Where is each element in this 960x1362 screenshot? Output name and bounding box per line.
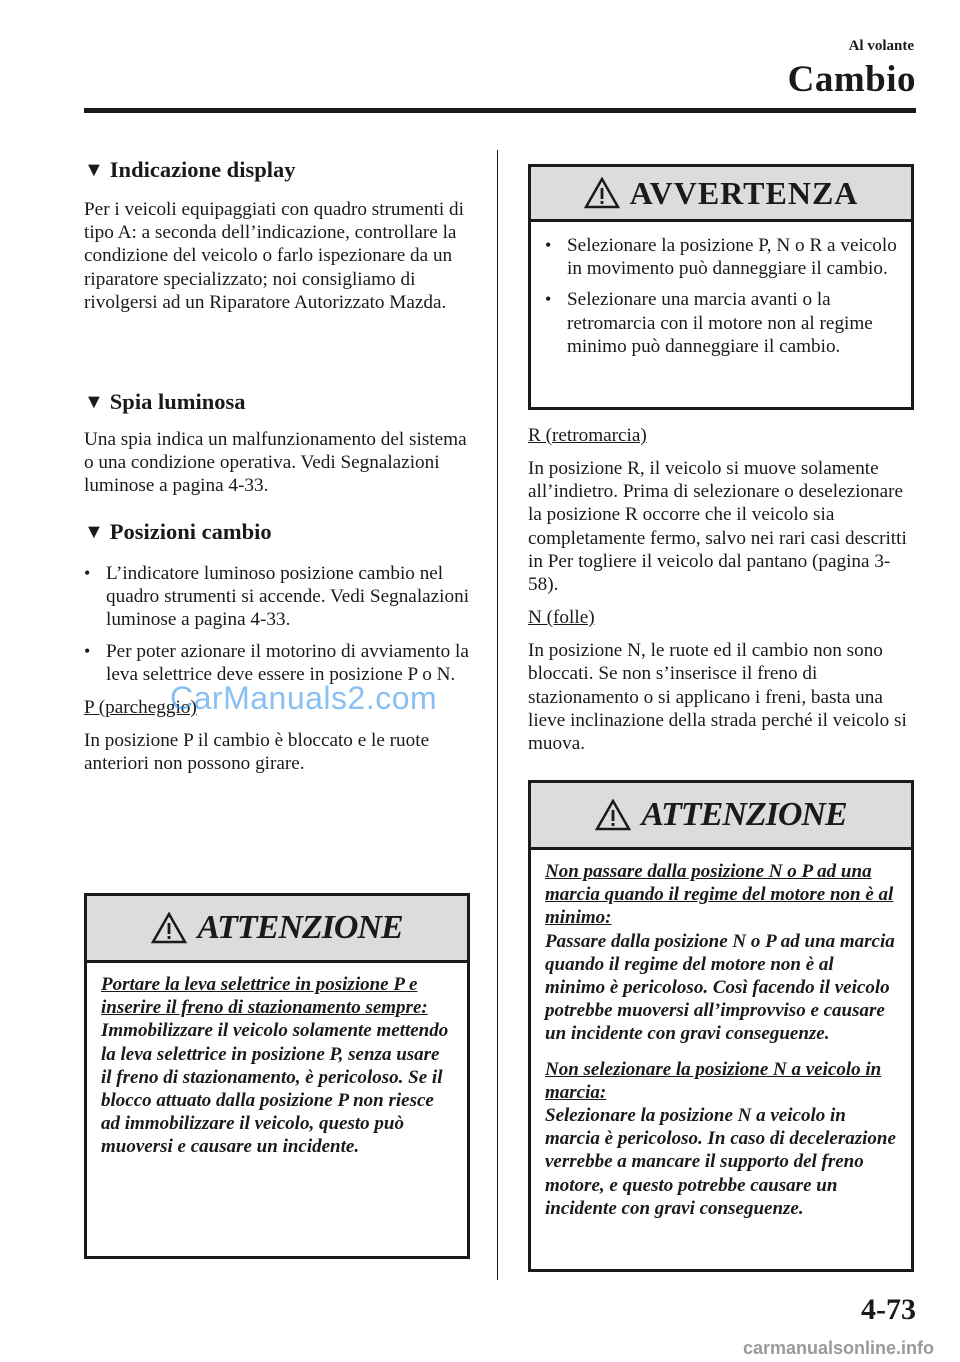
section-title-text: Spia luminosa — [109, 389, 246, 414]
bullet-text: L’indicatore luminoso posizione cambio nel quadro strumenti si accende. Vedi Segnalazioni luminose a pagina 4-33. — [106, 563, 470, 631]
n-text: In posizione N, le ruote ed il cambio non sono bloccati. Se non s’inserisce il freno di stazionamento o si applicano i freni, basta una lieve inclinazione della strada perché il veicolo si muova. — [528, 640, 907, 755]
chapter-title: Cambio — [787, 59, 916, 100]
list-item — [84, 562, 470, 632]
bullet-icon: • — [545, 289, 552, 310]
caution-body — [87, 963, 467, 1169]
section-title-spia — [84, 388, 470, 416]
warning-body — [531, 222, 911, 376]
warning-triangle-icon — [151, 912, 187, 944]
r-label: R (retromarcia) — [528, 425, 647, 446]
r-text: In posizione R, il veicolo si muove solamente all’indietro. Prima di selezionare o deselezionare la posizione R occorre che il veicolo sia completamente fermo, salvo nei rari casi descritti in Per togliere il veicolo dal pantano (pagina 3-58). — [528, 458, 907, 596]
header-section: Al volante — [848, 38, 914, 54]
caution-header — [531, 783, 911, 850]
caution-body — [531, 850, 911, 1230]
watermark: CarManuals2.com — [170, 680, 438, 716]
section-r — [528, 424, 914, 755]
section-title-text: Posizioni cambio — [109, 519, 272, 544]
section-posizioni — [84, 518, 470, 775]
section-spia — [84, 388, 470, 498]
footer-watermark: carmanualsonline.info — [742, 1338, 934, 1358]
down-triangle-icon: ▼ — [84, 391, 104, 413]
caution-box-left — [84, 893, 470, 1259]
bullet-icon: • — [84, 640, 91, 661]
caution-underlined-text: Non passare dalla posizione N o P ad una marcia quando il regime del motore non è al minimo: — [545, 861, 894, 929]
down-triangle-icon: ▼ — [84, 521, 104, 543]
n-label: N (folle) — [528, 607, 595, 629]
caution-title: ATTENZIONE — [641, 796, 847, 833]
warning-title: AVVERTENZA — [629, 174, 859, 211]
down-triangle-icon: ▼ — [84, 159, 104, 181]
warning-triangle-icon — [584, 177, 620, 209]
caution-box-right — [528, 780, 914, 1272]
bullet-text: Selezionare una marcia avanti o la retromarcia con il motore non al regime minimo può danneggiare il cambio. — [567, 289, 873, 357]
caution-title: ATTENZIONE — [197, 909, 403, 946]
caution-text: Passare dalla posizione N o P ad una marcia quando il regime del motore non è al minimo è pericoloso. Così facendo il veicolo potrebbe muoversi all’improvviso e causare un incidente con gravi conseguenze. — [545, 930, 895, 1045]
caution-header — [87, 896, 467, 963]
caution-underlined-text: Portare la leva selettrice in posizione P e inserire il freno di stazionamento sempre: — [101, 974, 428, 1019]
display-text: Per i veicoli equipaggiati con quadro strumenti di tipo A: a seconda dell’indicazione, controllare la condizione del veicolo o farlo ispezionare da un riparatore specializzato; noi consigliamo di rivolgersi ad un Riparatore Autorizzato Mazda. — [84, 199, 464, 313]
section-title-text: Indicazione display — [109, 157, 296, 182]
warning-box — [528, 164, 914, 410]
warning-triangle-icon — [595, 799, 631, 831]
bullet-text: Selezionare la posizione P, N o R a veicolo in movimento può danneggiare il cambio. — [567, 235, 897, 280]
list-item — [545, 288, 897, 358]
caution-text: Selezionare la posizione N a veicolo in marcia è pericoloso. In caso di decelerazione verrebbe a mancare il supporto del freno motore, e questo potrebbe causare un incidente con gravi conseguenze. — [545, 1105, 896, 1219]
caution-text: Immobilizzare il veicolo solamente mettendo la leva selettrice in posizione P, senza usare il freno di stazionamento, è pericoloso. Se il blocco attuato dalla posizione P non riesce ad immobilizzare il veicolo, questo può muoversi e causare un incidente. — [101, 1020, 449, 1158]
page-number: 4-73 — [861, 1293, 916, 1326]
posizioni-bullets — [84, 562, 470, 686]
bullet-text: Per poter azionare il motorino di avviamento la leva selettrice deve essere in posizione P o N. — [106, 640, 469, 685]
spia-text: Una spia indica un malfunzionamento del sistema o una condizione operativa. Vedi Segnalazioni luminose a pagina 4-33. — [84, 429, 467, 497]
section-display — [84, 156, 470, 314]
bullet-icon: • — [84, 563, 91, 583]
p-text: In posizione P il cambio è bloccato e le ruote anteriori non possono girare. — [84, 730, 430, 775]
section-title-posizioni — [84, 518, 470, 546]
bullet-icon: • — [545, 235, 552, 255]
p-label: P (parcheggio) — [84, 697, 197, 719]
warning-bullets — [545, 234, 897, 358]
warning-header — [531, 167, 911, 222]
header-rule — [84, 108, 916, 113]
column-divider — [497, 150, 498, 1280]
section-title-display — [84, 156, 470, 184]
caution-underlined-text: Non selezionare la posizione N a veicolo in marcia: — [545, 1058, 882, 1103]
list-item — [545, 234, 897, 280]
